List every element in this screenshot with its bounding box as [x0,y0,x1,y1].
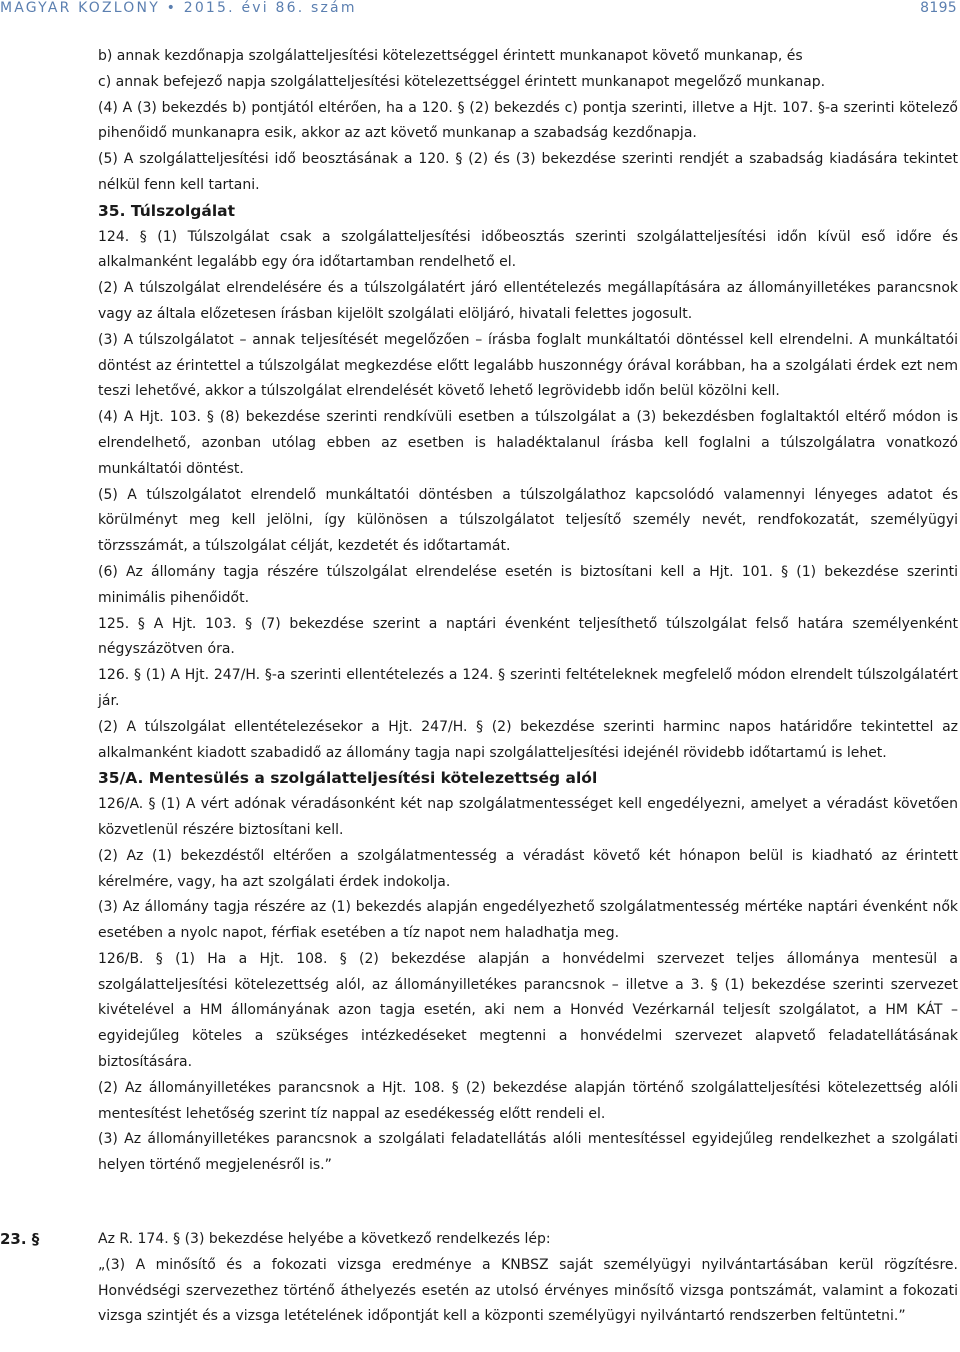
paragraph: (2) A túlszolgálat elrendelésére és a túlszolgálatért járó ellentételezés megállapítására az állományilletékes parancsnok vagy az általa előzetesen írásban kijelölt szolgálati elöljáró, hivatali felettes jogosult. [98,280,958,322]
paragraph: Az R. 174. § (3) bekezdése helyébe a következő rendelkezés lép: [98,1231,551,1247]
paragraph: c) annak befejező napja szolgálatteljesítési kötelezettséggel érintett munkanapot megelőző munkanap. [98,73,826,90]
paragraph: (2) Az (1) bekezdéstől eltérően a szolgálatmentesség a véradást követő két hónapon belül is kiadható az érintett kérelmére, vagy, ha azt szolgálati érdek indokolja. [98,847,958,890]
section-heading: 35. Túlszolgálat [98,201,236,220]
paragraph: 124. § (1) Túlszolgálat csak a szolgálatteljesítési időbeosztás szerinti szolgálatteljesítési időn kívül eső időre és alkalmanként legalább egy óra időtartamban rendelhető el. [98,228,958,271]
section-heading: 35/A. Mentesülés a szolgálatteljesítési kötelezettség alól [98,769,598,788]
journal-title: MAGYAR KÖZLÖNY • 2015. évi 86. szám [0,0,357,16]
paragraph: (2) Az állományilletékes parancsnok a Hjt. 108. § (2) bekezdése alapján történő szolgálatteljesítési kötelezettség alóli mentesítést lehetőség szerint tíz nappal az esedékesség előtt rendeli el. [98,1079,958,1122]
paragraph: (3) Az állományilletékes parancsnok a szolgálati feladatellátás alóli mentesítéssel egyidejűleg rendelkezhet a szolgálati helyen történő megjelenésről is.” [98,1131,958,1174]
paragraph: (2) A túlszolgálat ellentételezésekor a Hjt. 247/H. § (2) bekezdése szerinti harminc napos határidőre tekintettel az alkalmanként kiadott szabadidő az állomány tagja napi szolgálatteljesítési idejénél rövidebb időtartamú is lehet. [98,718,958,761]
paragraph: 126/A. § (1) A vért adónak véradásonként két nap szolgálatmentességet kell engedélyezni, amelyet a véradást követően közvetlenül részére biztosítani kell. [98,796,958,838]
document-body [98,44,958,1179]
paragraph: „(3) A minősítő és a fokozati vizsga eredménye a KNBSZ saját személyügyi nyilvántartásában kerül rögzítésre. Honvédségi szervezethez történő áthelyezés esetén az utolsó érvényes minősítő vizsga pontszámát, valamint a fokozati vizsga szintjét és a vizsga letételének időpontját kell a központi személyügyi nyilvántartó rendszerben feltüntetni.” [98,1256,958,1325]
paragraph: (6) Az állomány tagja részére túlszolgálat elrendelése esetén is biztosítani kell a Hjt. 101. § (1) bekezdése szerinti minimális pihenőidőt. [98,563,958,606]
paragraph: 125. § A Hjt. 103. § (7) bekezdése szerint a naptári évenként teljesíthető túlszolgálat felső határa személyenként négyszázötven óra. [98,615,958,658]
paragraph: (5) A túlszolgálatot elrendelő munkáltatói döntésben a túlszolgálathoz kapcsolódó valamennyi lényeges adatot és körülményt meg kell jelölni, így különösen a túlszolgálatot teljesítő személy nevét, rendfokozatát, személyügyi törzsszámát, a túlszolgálat célját, kezdetét és időtartamát. [98,486,958,555]
paragraph: (3) Az állomány tagja részére az (1) bekezdés alapján engedélyezhető szolgálatmentesség mértéke naptári évenként nők esetében a nyolc napot, férfiak esetében a tíz napot nem haladhatja meg. [98,899,958,942]
paragraph: (4) A Hjt. 103. § (8) bekezdése szerinti rendkívüli esetben a túlszolgálat a (3) bekezdésben foglaltaktól eltérő módon is elrendelhető, azonban utólag ebben az esetben is haladéktalanul írásba kell foglalni a túlszolgálatra vonatkozó munkáltatói döntést. [98,409,958,477]
paragraph: b) annak kezdőnapja szolgálatteljesítési kötelezettséggel érintett munkanapot követő munkanap, és [98,48,803,64]
paragraph: (5) A szolgálatteljesítési idő beosztásának a 120. § (2) és (3) bekezdése szerinti rendjét a szabadság kiadására tekintet nélkül fenn kell tartani. [98,151,958,193]
page-number: 8195 [920,0,957,16]
section-number: 23. § [0,1230,40,1248]
page-header [0,0,960,22]
section-23-content [98,1227,958,1330]
paragraph: 126. § (1) A Hjt. 247/H. §-a szerinti ellentételezés a 124. § szerinti feltételeknek megfelelő módon elrendelt túlszolgálatért jár. [98,667,958,709]
paragraph: (4) A (3) bekezdés b) pontjától eltérően, ha a 120. § (2) bekezdés c) pontja szerinti, illetve a Hjt. 107. §-a szerinti kötelező pihenőidő munkanapra esik, akkor az azt követő munkanap a szabadság kezdőnapja. [98,99,958,142]
paragraph: (3) A túlszolgálatot – annak teljesítését megelőzően – írásba foglalt munkáltatói döntéssel kell elrendelni. A munkáltatói döntést az érintettel a túlszolgálat megkezdése előtt legalább huszonnégy órával korábban, ha a szolgálati érdek ezt nem teszi lehetővé, akkor a túlszolgálat elrendelését követő lehető legrövidebb időn belül közölni kell. [98,331,958,400]
paragraph: 126/B. § (1) Ha a Hjt. 108. § (2) bekezdése alapján a honvédelmi szervezet teljes állománya mentesül a szolgálatteljesítési kötelezettség alól, az állományilletékes parancsnok – illetve a 3. § (1) bekezdése szerinti szervezet kivételével a HM állományának azon tagja esetén, aki nem a Honvéd Vezérkarnál teljesít szolgálatot, a HM KÁT – egyidejűleg köteles a szükséges intézkedéseket megtenni a honvédelmi szervezet alapvető feladatellátásának biztosítására. [98,950,958,1071]
